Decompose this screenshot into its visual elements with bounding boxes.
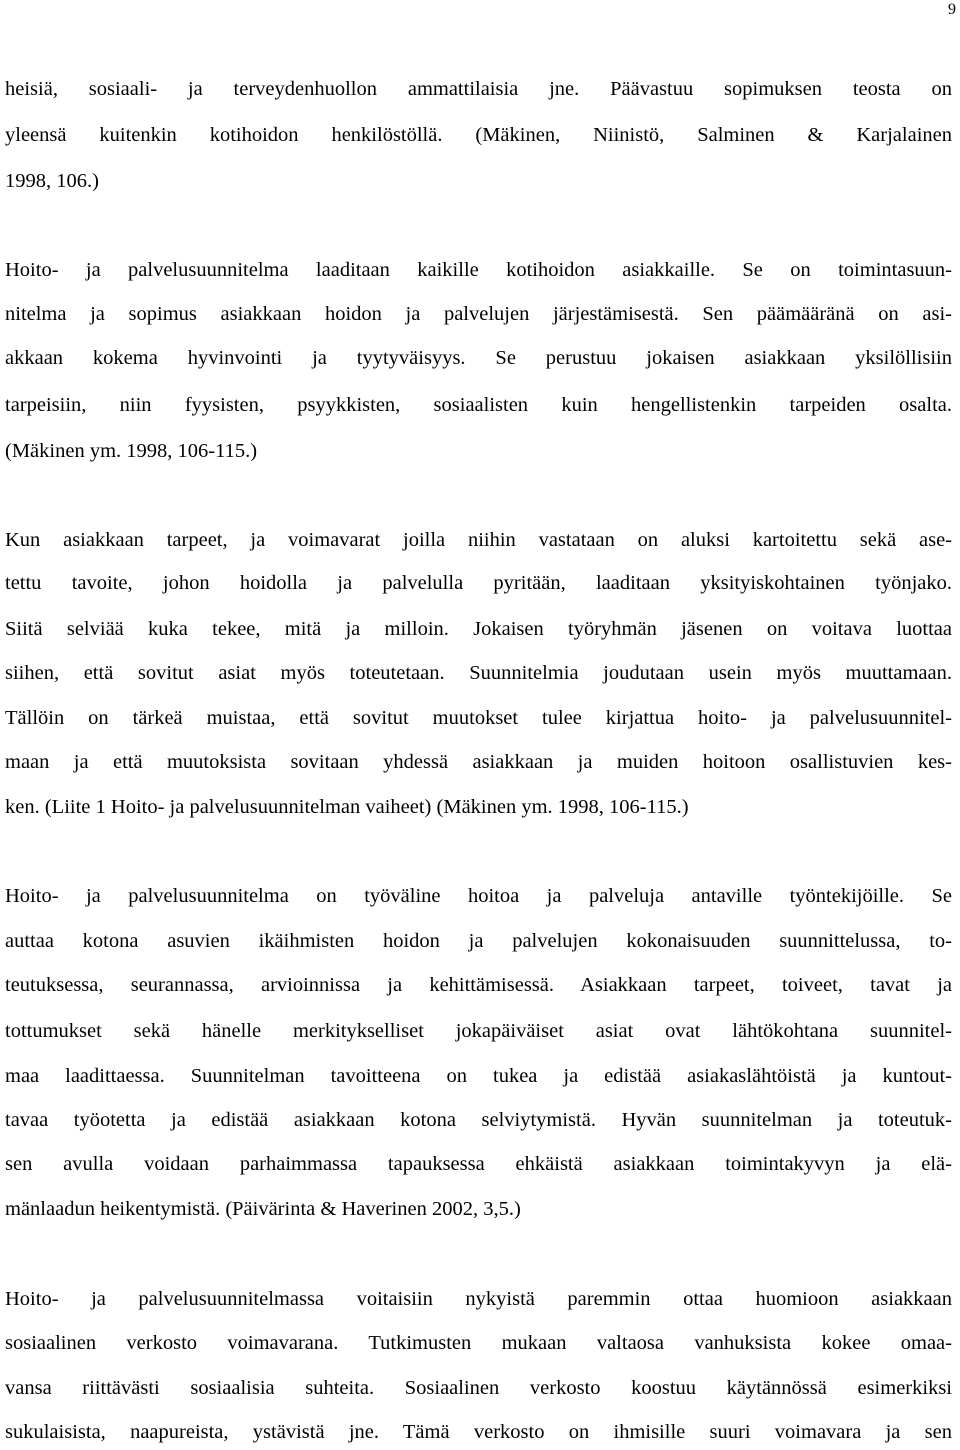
page-number: 9 bbox=[948, 1, 956, 18]
text-line: teutuksessa, seurannassa, arvioinnissa ja kehittämisessä. Asiakkaan tarpeet, toiveet, tavat ja bbox=[5, 974, 952, 996]
text-line: tarpeisiin, niin fyysisten, psyykkisten, sosiaalisten kuin hengellistenkin tarpeiden osalta. bbox=[5, 394, 952, 416]
text-line: heisiä, sosiaali- ja terveydenhuollon ammattilaisia jne. Päävastuu sopimuksen teosta on bbox=[5, 78, 952, 100]
text-line: sen avulla voidaan parhaimmassa tapauksessa ehkäistä asiakkaan toimintakyvyn ja elä- bbox=[5, 1153, 952, 1175]
text-line: yleensä kuitenkin kotihoidon henkilöstöllä. (Mäkinen, Niinistö, Salminen & Karjalainen bbox=[5, 124, 952, 146]
text-line: Hoito- ja palvelusuunnitelma laaditaan kaikille kotihoidon asiakkaille. Se on toimintasuun- bbox=[5, 259, 952, 281]
text-line: nitelma ja sopimus asiakkaan hoidon ja palvelujen järjestämisestä. Sen päämääränä on asi- bbox=[5, 303, 952, 325]
text-line: (Mäkinen ym. 1998, 106-115.) bbox=[5, 440, 258, 462]
text-line: Hoito- ja palvelusuunnitelma on työväline hoitoa ja palveluja antaville työntekijöille. Se bbox=[5, 885, 952, 907]
text-line: ken. (Liite 1 Hoito- ja palvelusuunnitelman vaiheet) (Mäkinen ym. 1998, 106-115.) bbox=[5, 796, 689, 818]
text-line: tottumukset sekä hänelle merkitykselliset jokapäiväiset asiat ovat lähtökohtana suunnitel- bbox=[5, 1020, 952, 1042]
text-line: mänlaadun heikentymistä. (Päivärinta & Haverinen 2002, 3,5.) bbox=[5, 1198, 521, 1220]
text-line: 1998, 106.) bbox=[5, 170, 99, 192]
text-line: tavaa työotetta ja edistää asiakkaan kotona selviytymistä. Hyvän suunnitelman ja toteutuk- bbox=[5, 1109, 952, 1131]
text-line: sukulaisista, naapureista, ystävistä jne. Tämä verkosto on ihmisille suuri voimavara ja sen bbox=[5, 1421, 952, 1443]
text-line: auttaa kotona asuvien ikäihmisten hoidon ja palvelujen kokonaisuuden suunnittelussa, to- bbox=[5, 930, 952, 952]
text-line: Siitä selviää kuka tekee, mitä ja milloin. Jokaisen työryhmän jäsenen on voitava luottaa bbox=[5, 618, 952, 640]
text-line: maa laadittaessa. Suunnitelman tavoitteena on tukea ja edistää asiakaslähtöistä ja kuntout- bbox=[5, 1065, 952, 1087]
text-line: Tällöin on tärkeä muistaa, että sovitut muutokset tulee kirjattua hoito- ja palvelusuunnitel- bbox=[5, 707, 952, 729]
text-line: Kun asiakkaan tarpeet, ja voimavarat joilla niihin vastataan on aluksi kartoitettu sekä ase- bbox=[5, 529, 952, 551]
text-line: tettu tavoite, johon hoidolla ja palvelulla pyritään, laaditaan yksityiskohtainen työnjako. bbox=[5, 572, 952, 594]
text-line: siihen, että sovitut asiat myös toteutetaan. Suunnitelmia joudutaan usein myös muuttamaan. bbox=[5, 662, 952, 684]
text-line: vansa riittävästi sosiaalisia suhteita. Sosiaalinen verkosto koostuu käytännössä esimerkiksi bbox=[5, 1377, 952, 1399]
text-line: Hoito- ja palvelusuunnitelmassa voitaisiin nykyistä paremmin ottaa huomioon asiakkaan bbox=[5, 1288, 952, 1310]
text-line: akkaan kokema hyvinvointi ja tyytyväisyys. Se perustuu jokaisen asiakkaan yksilöllisiin bbox=[5, 347, 952, 369]
text-line: sosiaalinen verkosto voimavarana. Tutkimusten mukaan valtaosa vanhuksista kokee omaa- bbox=[5, 1332, 952, 1354]
text-line: maan ja että muutoksista sovitaan yhdessä asiakkaan ja muiden hoitoon osallistuvien kes- bbox=[5, 751, 952, 773]
